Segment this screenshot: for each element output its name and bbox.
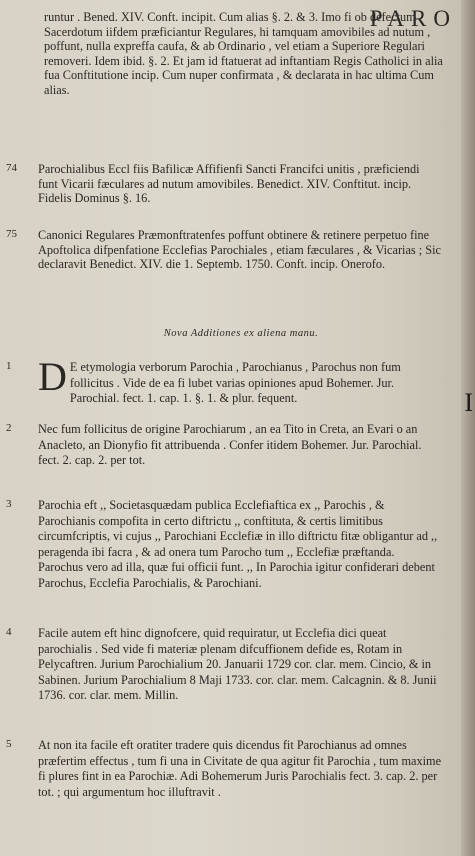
running-header: PARO <box>369 6 457 31</box>
entry-number: 75 <box>6 228 17 240</box>
entry-text-body: E etymologia verborum Parochia , Parochianus , Parochus non fum follicitus . Vide de ea fi lubet varias opiniones apud Bohemer. Jur. Parochial. fect. 1. cap. 1. §. 1. & plur. fequent. <box>69 360 401 406</box>
entry-number: 74 <box>6 162 17 174</box>
entry-text: Nec fum follicitus de origine Parochiarum , an ea Tito in Creta, an Evari o an Anacleto, an Dionyfio fit attribuenda . Confer itidem Bohemer. Jur. Parochial. fect. 2. cap. 2. per tot. <box>38 422 422 468</box>
entry-number: 2 <box>6 422 12 434</box>
entry-number: 3 <box>6 498 12 510</box>
drop-cap: D <box>38 354 67 399</box>
facing-page-letter: I <box>464 388 473 417</box>
section-heading: Nova Additiones ex aliena manu. <box>163 328 319 339</box>
entry-text: Parochialibus Eccl fiis Bafilicæ Affifienfi Sancti Francifci unitis , præficiendi funt Vicarii fæculares ad nutum amovibiles. Benedict. XIV. Conftitut. incip. Fidelis Dominus §. 16. <box>38 162 420 206</box>
entry-number: 4 <box>6 626 12 638</box>
continuation-paragraph: runtur . Bened. XIV. Conft. incipit. Cum alias §. 2. & 3. Imo fi ob defectum Sacerdotum iifdem præficiantur Regulares, hi tamquam amovibiles ad nutum , poffunt, nulla expreffa caufa, & ab Ordinario , vel etiam a Superiore Regulari removeri. Idem ibid. §. 2. Et jam id ftatuerat ad inftantiam Regis Catholici in alia fua Conftitutione incip. Cum nuper confirmata , & declarata in hac ultima Cum alias. <box>44 10 443 97</box>
entry-text <box>38 354 442 407</box>
entry-text: Parochia eft ,, Societasquædam publica Ecclefiaftica ex ,, Parochis , & Parochianis compofita in certo diftrictu ,, conftituta, & certis limitibus circumfcriptis, vi cujus ,, Parochiani Ecclefiæ in illo diftrictu fitæ obligantur ad ,, peragenda ibi facra , & ad onera tum Parocho tum ,, Ecclefiæ præftanda. Parochus vero ad illa, quæ fui officii funt. ,, In Parochia igitur confiderari debent Parochus, Ecclefia Parochialis, & Parochiani. <box>38 498 438 590</box>
entry-number: 1 <box>6 360 12 372</box>
entry-text: At non ita facile eft oratiter tradere quis dicendus fit Parochianus ad omnes præfertim effectus , tum fi una in Civitate de qua agitur fit Parochia , tum maxime fi plures fint in ea Parochiæ. Adi Bohemerum Juris Parochialis fect. 3. cap. 2. per tot. ; qui argumentum hoc illuftravit . <box>38 738 442 799</box>
entry-number: 5 <box>6 738 12 750</box>
entry-text: Canonici Regulares Præmonftratenfes poffunt obtinere & retinere perpetuo fine Apoftolica difpenfatione Ecclefias Parochiales , etiam fæculares , & Vicarias ; Sic declaravit Benedict. XIV. die 1. Septemb. 1750. Conft. incip. Onerofo. <box>38 228 441 272</box>
facing-page-edge <box>461 0 475 856</box>
entry-text: Facile autem eft hinc dignofcere, quid requiratur, ut Ecclefia dici queat parochialis . Sed vide fi materiæ plenam difcuffionem defide es, Rotam in Pelycaftren. Jurium Parochialium 20. Januarii 1729 cor. clar. mem. Cincio, & in Sabinen. Jurium Parochialium 8 Maji 1733. cor. clar. mem. Calcagnin. & 8. Junii 1736. cor. clar. mem. Millin. <box>38 626 437 703</box>
